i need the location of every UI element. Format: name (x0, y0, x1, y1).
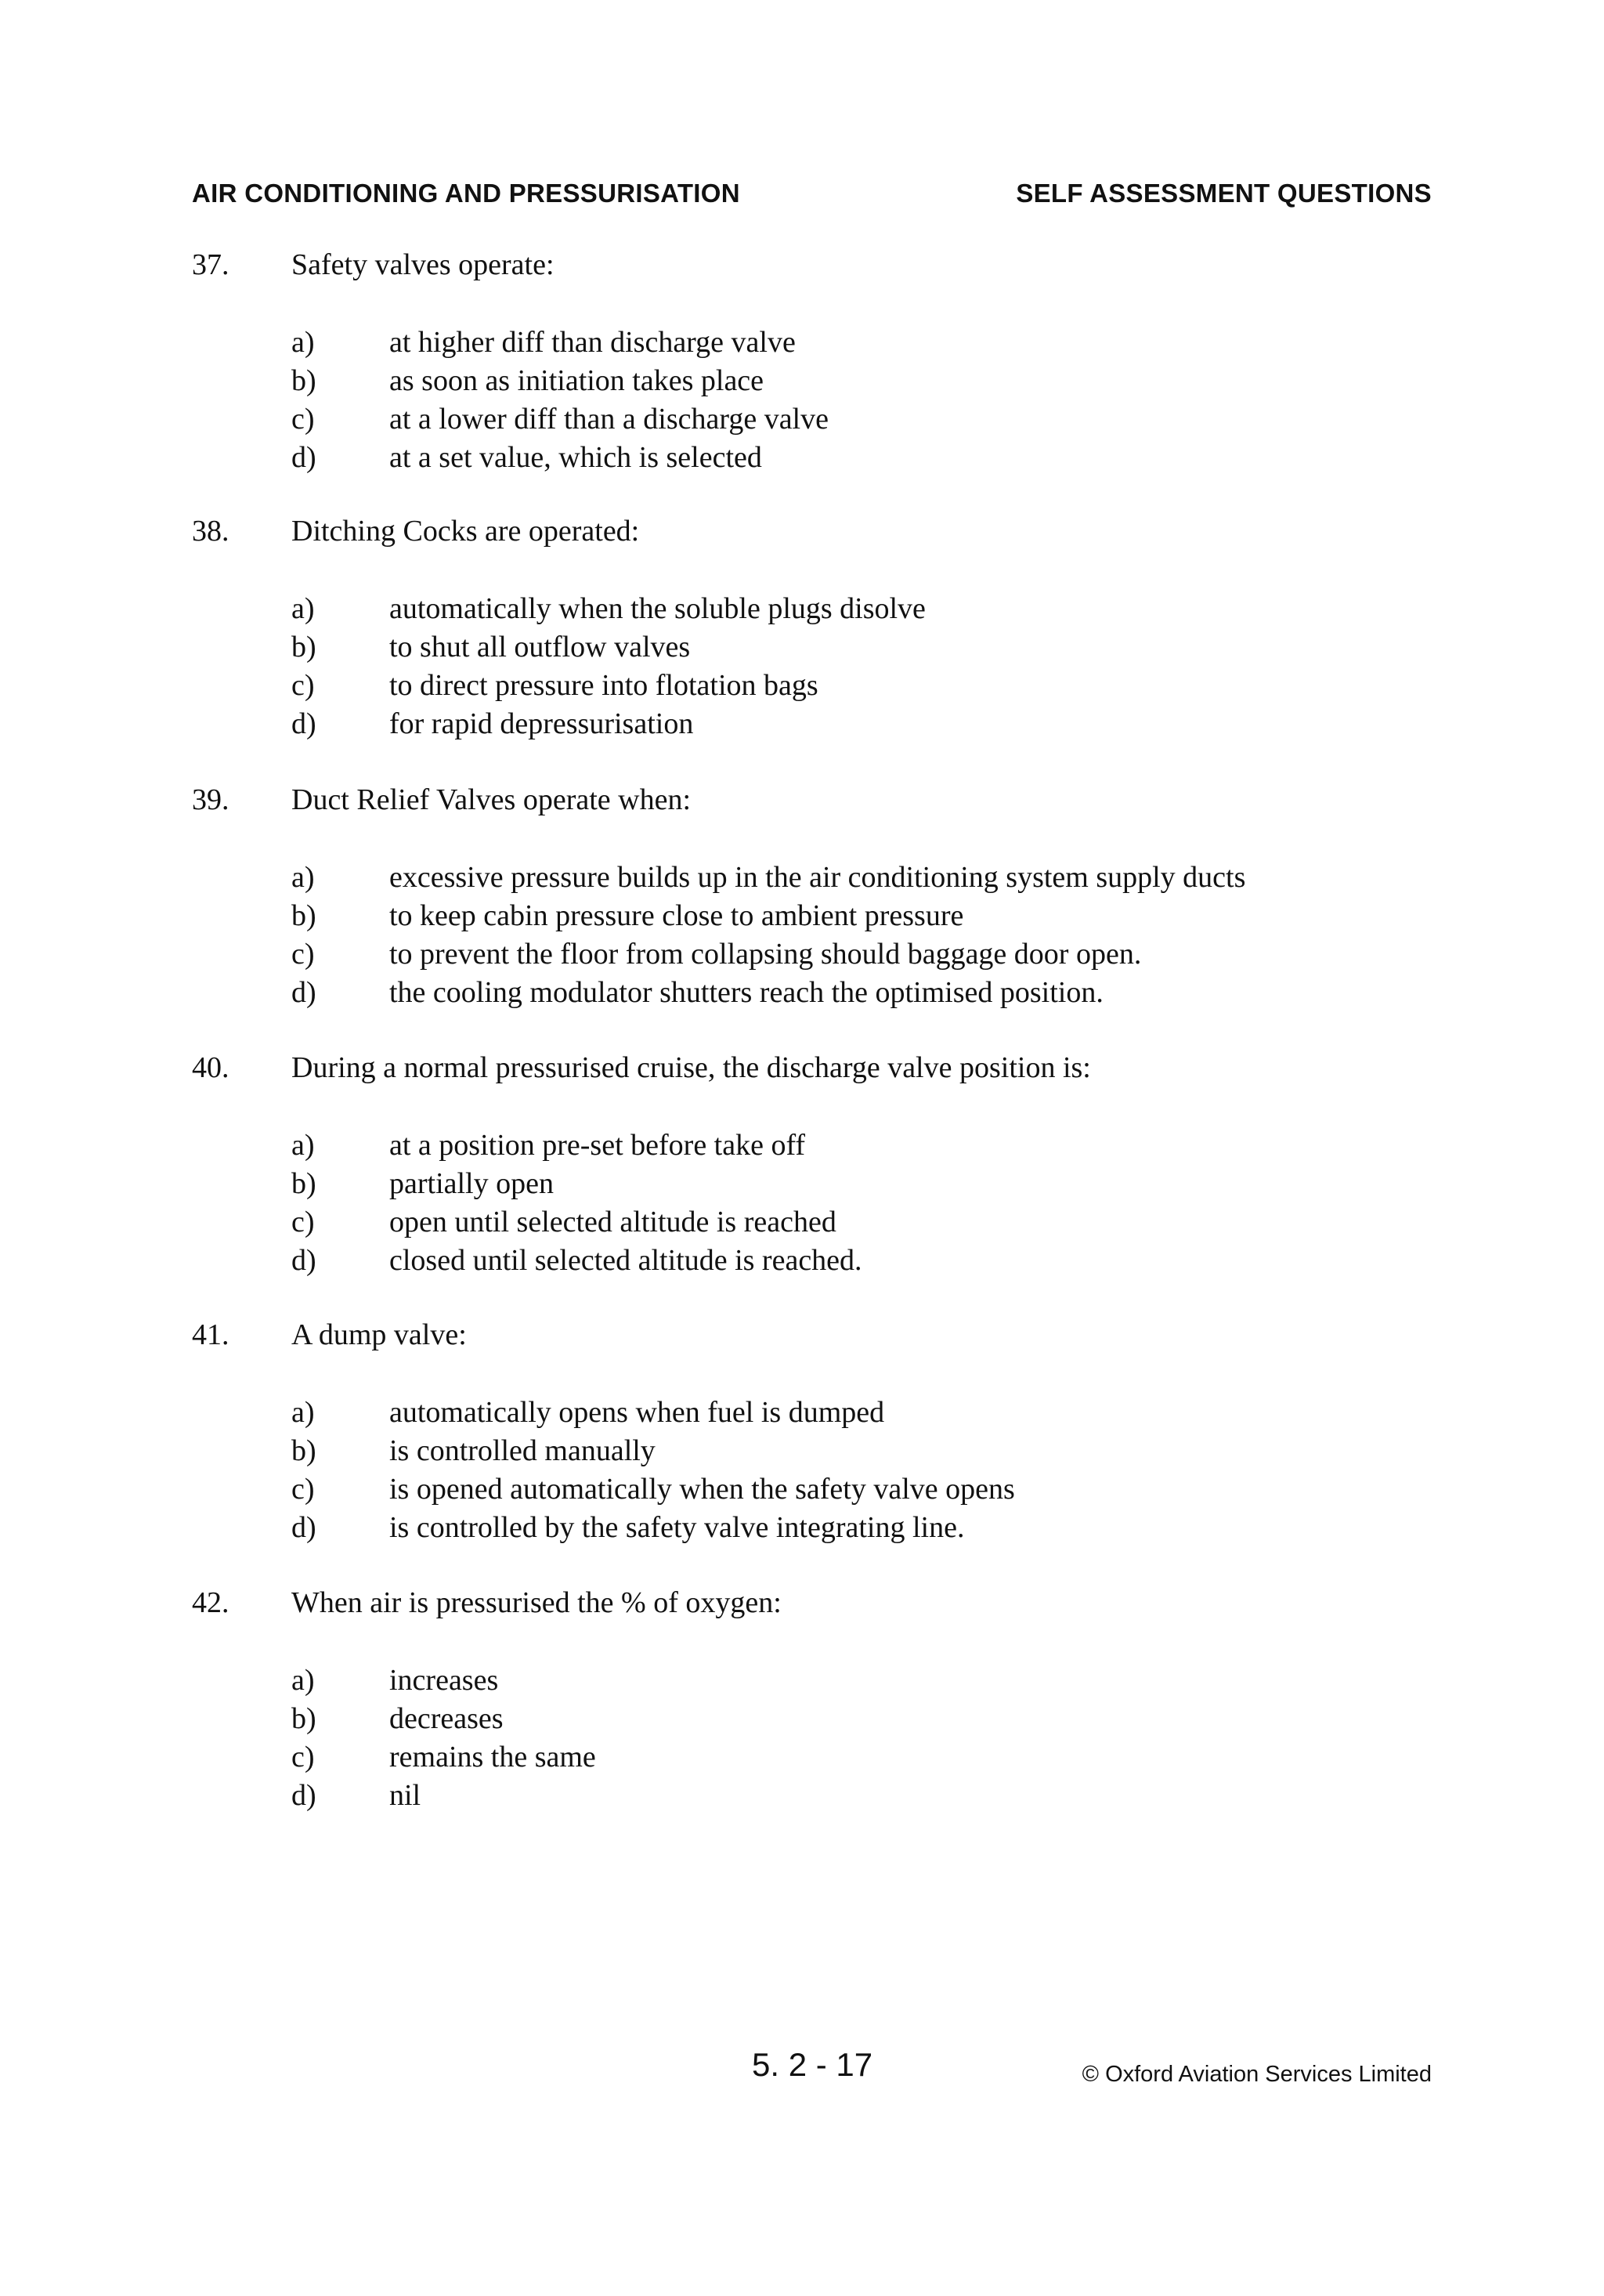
answer-option-d (0, 1509, 1604, 1547)
section-subtitle: SELF ASSESSMENT QUESTIONS (1016, 179, 1432, 208)
option-letter: d) (291, 707, 316, 740)
option-text: automatically opens when fuel is dumped (389, 1396, 885, 1429)
option-text: as soon as initiation takes place (389, 364, 764, 397)
question-text: Safety valves operate: (291, 248, 555, 281)
option-text: to keep cabin pressure close to ambient pressure (389, 899, 964, 932)
question-41 (0, 1316, 1604, 1547)
option-text: at a position pre-set before take off (389, 1129, 806, 1162)
question-39 (0, 781, 1604, 1012)
question-37 (0, 246, 1604, 477)
option-letter: d) (291, 441, 316, 474)
option-text: for rapid depressurisation (389, 707, 694, 740)
answer-option-d (0, 439, 1604, 477)
answer-option-a (0, 324, 1604, 362)
question-40 (0, 1049, 1604, 1280)
question-text: During a normal pressurised cruise, the discharge valve position is: (291, 1051, 1091, 1084)
option-letter: b) (291, 631, 316, 663)
option-letter: b) (291, 1702, 316, 1735)
answer-option-b (0, 628, 1604, 667)
option-letter: d) (291, 976, 316, 1009)
question-number: 38. (192, 515, 229, 548)
answer-option-c (0, 935, 1604, 974)
option-text: is opened automatically when the safety valve opens (389, 1473, 1015, 1506)
question-number: 39. (192, 783, 229, 816)
option-text: increases (389, 1664, 499, 1697)
option-text: decreases (389, 1702, 504, 1735)
option-letter: c) (291, 1206, 315, 1238)
option-text: at higher diff than discharge valve (389, 326, 796, 359)
option-letter: c) (291, 1741, 315, 1774)
answer-option-b (0, 1700, 1604, 1738)
answer-option-a (0, 590, 1604, 628)
question-text: A dump valve: (291, 1318, 467, 1351)
answer-option-a (0, 1394, 1604, 1432)
option-letter: d) (291, 1511, 316, 1544)
answer-option-c (0, 1203, 1604, 1242)
option-letter: b) (291, 1434, 316, 1467)
option-text: to direct pressure into flotation bags (389, 669, 818, 702)
option-text: is controlled by the safety valve integrating line. (389, 1511, 965, 1544)
option-letter: b) (291, 899, 316, 932)
answer-option-a (0, 859, 1604, 897)
option-letter: b) (291, 1167, 316, 1200)
answer-option-c (0, 1738, 1604, 1777)
question-text: Ditching Cocks are operated: (291, 515, 640, 548)
answer-option-b (0, 362, 1604, 400)
option-text: excessive pressure builds up in the air conditioning system supply ducts (389, 861, 1246, 894)
question-38 (0, 512, 1604, 743)
question-text: When air is pressurised the % of oxygen: (291, 1586, 782, 1619)
option-letter: a) (291, 1129, 315, 1162)
answer-option-d (0, 1242, 1604, 1280)
option-letter: d) (291, 1244, 316, 1277)
answer-option-a (0, 1661, 1604, 1700)
option-letter: a) (291, 326, 315, 359)
question-text: Duct Relief Valves operate when: (291, 783, 692, 816)
answer-option-b (0, 897, 1604, 935)
option-letter: c) (291, 938, 315, 971)
answer-option-c (0, 667, 1604, 705)
option-text: automatically when the soluble plugs disolve (389, 592, 926, 625)
answer-option-d (0, 705, 1604, 743)
option-text: nil (389, 1779, 421, 1812)
option-text: closed until selected altitude is reached. (389, 1244, 862, 1277)
option-letter: a) (291, 592, 315, 625)
option-letter: b) (291, 364, 316, 397)
question-number: 42. (192, 1586, 229, 1619)
option-letter: d) (291, 1779, 316, 1812)
option-text: at a lower diff than a discharge valve (389, 403, 829, 436)
question-42 (0, 1584, 1604, 1815)
question-number: 40. (192, 1051, 229, 1084)
option-letter: c) (291, 669, 315, 702)
answer-option-c (0, 1470, 1604, 1509)
option-text: the cooling modulator shutters reach the optimised position. (389, 976, 1104, 1009)
section-title: AIR CONDITIONING AND PRESSURISATION (192, 179, 740, 208)
option-letter: a) (291, 861, 315, 894)
page-number: 5. 2 - 17 (752, 2046, 873, 2083)
option-text: to shut all outflow valves (389, 631, 691, 663)
copyright-notice: © Oxford Aviation Services Limited (1082, 2062, 1432, 2087)
option-text: to prevent the floor from collapsing should baggage door open. (389, 938, 1142, 971)
answer-option-d (0, 974, 1604, 1012)
answer-option-b (0, 1432, 1604, 1470)
answer-option-c (0, 400, 1604, 439)
option-letter: a) (291, 1396, 315, 1429)
answer-option-b (0, 1165, 1604, 1203)
option-text: remains the same (389, 1741, 596, 1774)
answer-option-d (0, 1777, 1604, 1815)
option-text: is controlled manually (389, 1434, 656, 1467)
question-number: 41. (192, 1318, 229, 1351)
question-number: 37. (192, 248, 229, 281)
option-letter: c) (291, 403, 315, 436)
option-letter: a) (291, 1664, 315, 1697)
answer-option-a (0, 1126, 1604, 1165)
option-text: partially open (389, 1167, 554, 1200)
option-letter: c) (291, 1473, 315, 1506)
option-text: open until selected altitude is reached (389, 1206, 836, 1238)
option-text: at a set value, which is selected (389, 441, 762, 474)
